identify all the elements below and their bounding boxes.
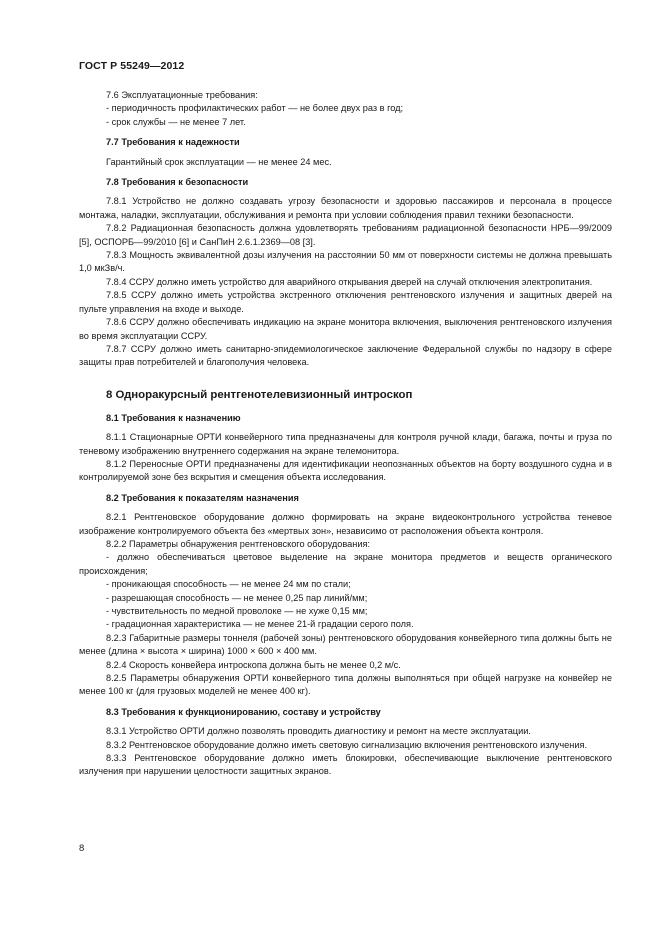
paragraph: 7.8.4 ССРУ должно иметь устройство для аварийного открывания дверей на случай отключения электропитания. [106,276,593,287]
paragraph: 7.8.7 ССРУ должно иметь санитарно-эпидемиологическое заключение Федеральной службы по надзору в сфере защиты прав потребителей и благополучия человека. [79,343,612,368]
paragraph: Гарантийный срок эксплуатации — не менее 24 мес. [106,156,332,167]
paragraph: 8.3.1 Устройство ОРТИ должно позволять проводить диагностику и ремонт на месте эксплуатации. [106,726,531,737]
paragraph: 7.8.2 Радиационная безопасность должна удовлетворять требованиям радиационной безопасности НРБ—99/2009 [5], ОСПОРБ—99/2010 [6] и СанПиН 2.6.1.2369—08 [3]. [79,223,612,247]
paragraph: 8.2.5 Параметры обнаружения ОРТИ конвейерного типа должны выполняться при общей нагрузке на конвейер не менее 100 кг (для грузовых моделей не менее 400 кг). [79,673,612,697]
list-item: - градационная характеристика — не менее 21-й градации серого поля. [106,619,414,630]
clause-7-6: 7.6 Эксплуатационные требования: [106,90,258,100]
section-8-3-body [79,725,612,779]
paragraph: 8.1.1 Стационарные ОРТИ конвейерного типа предназначены для контроля ручной клади, багажа, почты и груза по теневому изображению внутреннего содержания на экране телемонитора. [79,432,612,456]
section-8-1-body [79,431,612,485]
paragraph: 7.8.3 Мощность эквивалентной дозы излучения на расстоянии 50 мм от поверхности системы не должна превышать 1,0 мкЗв/ч. [79,250,612,274]
list-item: - должно обеспечиваться цветовое выделение на экране монитора предметов и веществ органического происхождения; [79,552,612,576]
list-item: - чувствительность по медной проволоке — не хуже 0,15 мм; [106,606,368,616]
paragraph: 8.2.1 Рентгеновское оборудование должно формировать на экране видеоконтрольного устройства теневое изображение контролируемого объекта без «мертвых зон», независимо от расположения объекта контроля. [79,512,612,536]
paragraph: 8.1.2 Переносные ОРТИ предназначены для идентификации неопознанных объектов на борту воздушного судна и в контролируемой зоне без вскрытия и смещения объекта исследования. [79,458,612,483]
section-heading-7-8: 7.8 Требования к безопасности [106,177,249,188]
paragraph: 8.2.4 Скорость конвейера интроскопа должна быть не менее 0,2 м/с. [106,659,401,670]
section-8-2-body [79,511,612,699]
section-heading-7-7: 7.7 Требования к надежности [106,137,240,148]
paragraph: 7.8.6 ССРУ должно обеспечивать индикацию на экране монитора включения, выключения рентгеновского излучения во время эксплуатации ССРУ. [79,317,612,341]
page-number: 8 [79,843,85,854]
paragraph: 8.2.2 Параметры обнаружения рентгеновского оборудования: [106,538,370,549]
list-item: - периодичность профилактических работ — не более двух раз в год; [106,103,404,114]
section-7-8-body [79,195,612,369]
section-heading-8-3: 8.3 Требования к функционированию, составу и устройству [106,706,381,717]
section-heading-8-2: 8.2 Требования к показателям назначения [106,492,299,503]
list-item: - разрешающая способность — не менее 0,25 пар линий/мм; [106,592,368,603]
paragraph: 8.2.3 Габаритные размеры тоннеля (рабочей зоны) рентгеновского оборудования конвейерного типа должны быть не менее (длина × высота × ширина) 1000 × 600 × 400 мм. [79,632,612,657]
paragraph: 7.8.5 ССРУ должно иметь устройства экстренного отключения рентгеновского излучения и защитных дверей на пульте управления на входе и выходе. [79,290,612,314]
chapter-heading-8: 8 Одноракурсный рентгенотелевизионный интроскоп [106,388,413,401]
section-heading-8-1: 8.1 Требования к назначению [106,412,241,423]
document-body [79,89,612,779]
list-item: - срок службы — не менее 7 лет. [106,116,246,127]
document-header: ГОСТ Р 55249—2012 [79,60,185,72]
paragraph: 8.3.2 Рентгеновское оборудование должно иметь световую сигнализацию включения рентгеновского излучения. [106,739,588,750]
list-item: - проникающая способность — не менее 24 мм по стали; [106,579,351,590]
paragraph: 7.8.1 Устройство не должно создавать угрозу безопасности и здоровью пассажиров и персонала в процессе монтажа, наладки, эксплуатации, обслуживания и ремонта при условии соблюдения правил техники безопасности. [79,196,612,220]
paragraph: 8.3.3 Рентгеновское оборудование должно иметь блокировки, обеспечивающие выключение рентгеновского излучения при нарушении целостности защитных экранов. [79,753,612,777]
